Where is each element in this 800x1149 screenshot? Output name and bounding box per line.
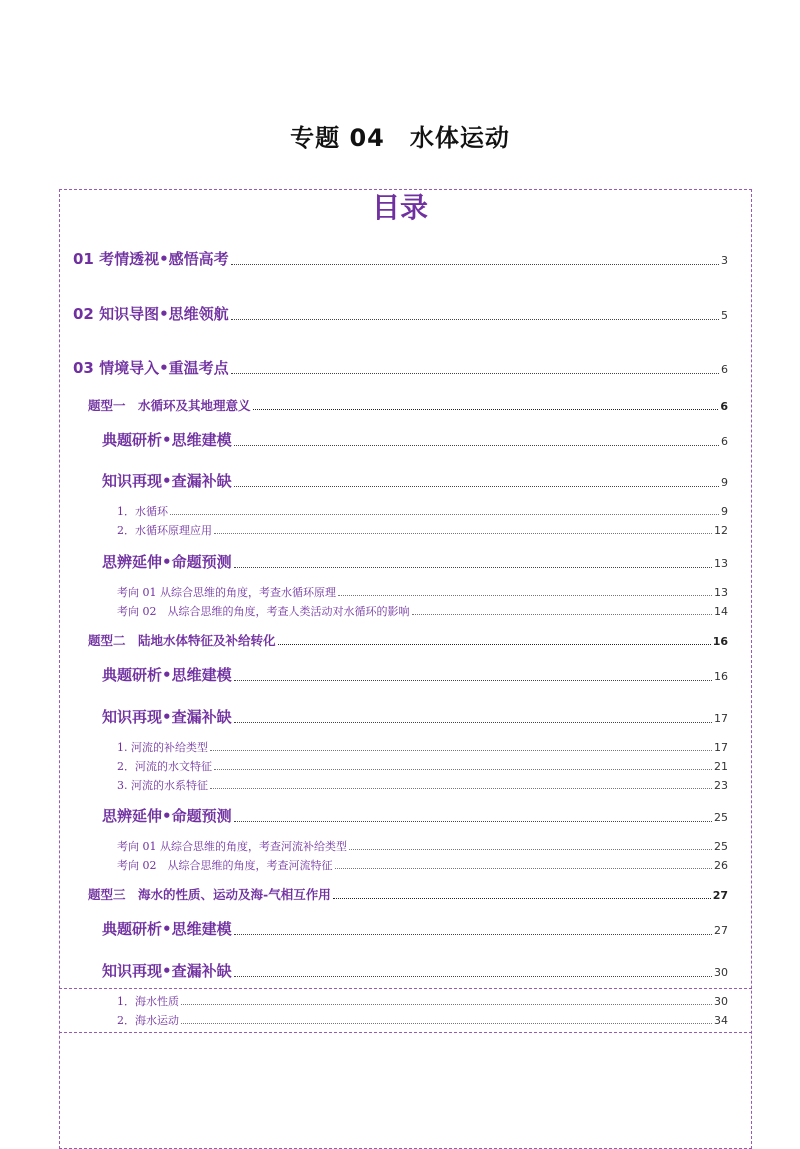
toc-entry[interactable] (117, 739, 728, 755)
toc-entry[interactable] (117, 503, 728, 519)
toc-entry-label: 考向 02 从综合思维的角度，考查河流特征 (117, 859, 333, 872)
toc-entry-label: 2．海水运动 (117, 1014, 179, 1027)
toc-entry-label: 1．海水性质 (117, 995, 179, 1008)
toc-entry-page: 23 (714, 779, 728, 792)
toc-entry[interactable] (117, 522, 728, 538)
toc-entry[interactable] (102, 429, 728, 450)
dot-leader (231, 373, 719, 374)
dot-leader (210, 788, 712, 789)
toc-entry-label: 典题研析•思维建模 (102, 920, 232, 938)
toc-entry-label: 考向 02 从综合思维的角度，考查人类活动对水循环的影响 (117, 605, 410, 618)
toc-entry-label: 1．水循环 (117, 505, 168, 518)
toc-entry[interactable] (117, 777, 728, 793)
dot-leader (253, 409, 719, 410)
dot-leader (349, 849, 712, 850)
dot-leader (335, 868, 713, 869)
toc-entry-page: 14 (714, 605, 728, 618)
toc-entry-label: 考向 01 从综合思维的角度，考查水循环原理 (117, 586, 336, 599)
toc-entry-page: 16 (714, 670, 728, 683)
document-title: 专题 04 水体运动 (290, 124, 510, 152)
toc-entry-label: 1. 河流的补给类型 (117, 741, 208, 754)
toc-entry-label: 题型二 陆地水体特征及补给转化 (88, 633, 276, 648)
dot-leader (234, 934, 712, 935)
toc-entry-label: 3. 河流的水系特征 (117, 779, 208, 792)
toc-entry-page: 17 (714, 712, 728, 725)
toc-entry-page: 13 (714, 557, 728, 570)
toc-entry[interactable] (102, 918, 728, 939)
toc-entry[interactable] (117, 584, 728, 600)
toc-entry-label: 知识再现•查漏补缺 (102, 472, 232, 490)
toc-entry-page: 6 (720, 400, 728, 413)
toc-entry[interactable] (88, 631, 728, 649)
toc-entry[interactable] (117, 758, 728, 774)
toc-entry-page: 25 (714, 840, 728, 853)
dot-leader (333, 898, 711, 899)
dot-leader (210, 750, 712, 751)
toc-entry-label: 02 知识导图•思维领航 (73, 305, 229, 323)
toc-entry-label: 知识再现•查漏补缺 (102, 708, 232, 726)
toc-entry-page: 27 (714, 924, 728, 937)
toc-entry-page: 30 (714, 966, 728, 979)
toc-entry-page: 16 (712, 635, 728, 648)
toc-entry[interactable] (117, 993, 728, 1009)
toc-entry-label: 思辨延伸•命题预测 (102, 553, 232, 571)
dot-leader (214, 533, 712, 534)
toc-entry[interactable] (88, 396, 728, 414)
toc-entry[interactable] (102, 470, 728, 491)
toc-entry-page: 6 (721, 363, 728, 376)
toc-entry-page: 30 (714, 995, 728, 1008)
dot-leader (234, 567, 712, 568)
dot-leader (234, 680, 712, 681)
dot-leader (170, 514, 719, 515)
toc-entry-page: 9 (721, 476, 728, 489)
toc-heading: 目录 (371, 191, 428, 224)
toc-entry[interactable] (102, 706, 728, 727)
toc-entry-label: 2．河流的水文特征 (117, 760, 212, 773)
toc-entry-label: 典题研析•思维建模 (102, 431, 232, 449)
toc-entry-page: 34 (714, 1014, 728, 1027)
dot-leader (234, 486, 719, 487)
toc-entry[interactable] (102, 664, 728, 685)
frame-divider (59, 988, 752, 989)
toc-entry[interactable] (73, 248, 728, 269)
toc-entry-page: 17 (714, 741, 728, 754)
toc-entry-label: 典题研析•思维建模 (102, 666, 232, 684)
dot-leader (214, 769, 712, 770)
toc-entry-page: 27 (712, 889, 728, 902)
toc-entry[interactable] (117, 1012, 728, 1028)
toc-entry-page: 5 (721, 309, 728, 322)
dot-leader (234, 976, 712, 977)
toc-entry-label: 知识再现•查漏补缺 (102, 962, 232, 980)
toc-entry-page: 12 (714, 524, 728, 537)
toc-entry-page: 3 (721, 254, 728, 267)
toc-entry[interactable] (117, 857, 728, 873)
frame-divider (59, 1032, 752, 1033)
toc-entry-label: 考向 01 从综合思维的角度，考查河流补给类型 (117, 840, 347, 853)
toc-entry[interactable] (102, 960, 728, 981)
dot-leader (181, 1023, 712, 1024)
dot-leader (234, 445, 719, 446)
dot-leader (412, 614, 713, 615)
toc-entry-page: 25 (714, 811, 728, 824)
toc-entry-label: 题型三 海水的性质、运动及海-气相互作用 (88, 887, 331, 902)
toc-entry-page: 21 (714, 760, 728, 773)
toc-entry[interactable] (102, 551, 728, 572)
toc-entry-page: 9 (721, 505, 728, 518)
dot-leader (231, 319, 719, 320)
dot-leader (181, 1004, 712, 1005)
toc-entry-label: 题型一 水循环及其地理意义 (88, 398, 251, 413)
toc-entry[interactable] (117, 603, 728, 619)
toc-entry-label: 思辨延伸•命题预测 (102, 807, 232, 825)
toc-entry[interactable] (73, 303, 728, 324)
toc-entry[interactable] (73, 357, 728, 378)
toc-entry-page: 26 (714, 859, 728, 872)
dot-leader (231, 264, 719, 265)
dot-leader (278, 644, 711, 645)
dot-leader (234, 722, 712, 723)
toc-entry-page: 13 (714, 586, 728, 599)
toc-entry[interactable] (88, 885, 728, 903)
dot-leader (234, 821, 712, 822)
toc-entry-label: 2．水循环原理应用 (117, 524, 212, 537)
toc-entry[interactable] (117, 838, 728, 854)
toc-entry-page: 6 (721, 435, 728, 448)
toc-entry[interactable] (102, 805, 728, 826)
dot-leader (338, 595, 712, 596)
toc-entry-label: 01 考情透视•感悟高考 (73, 250, 229, 268)
toc-entry-label: 03 情境导入•重温考点 (73, 359, 229, 377)
